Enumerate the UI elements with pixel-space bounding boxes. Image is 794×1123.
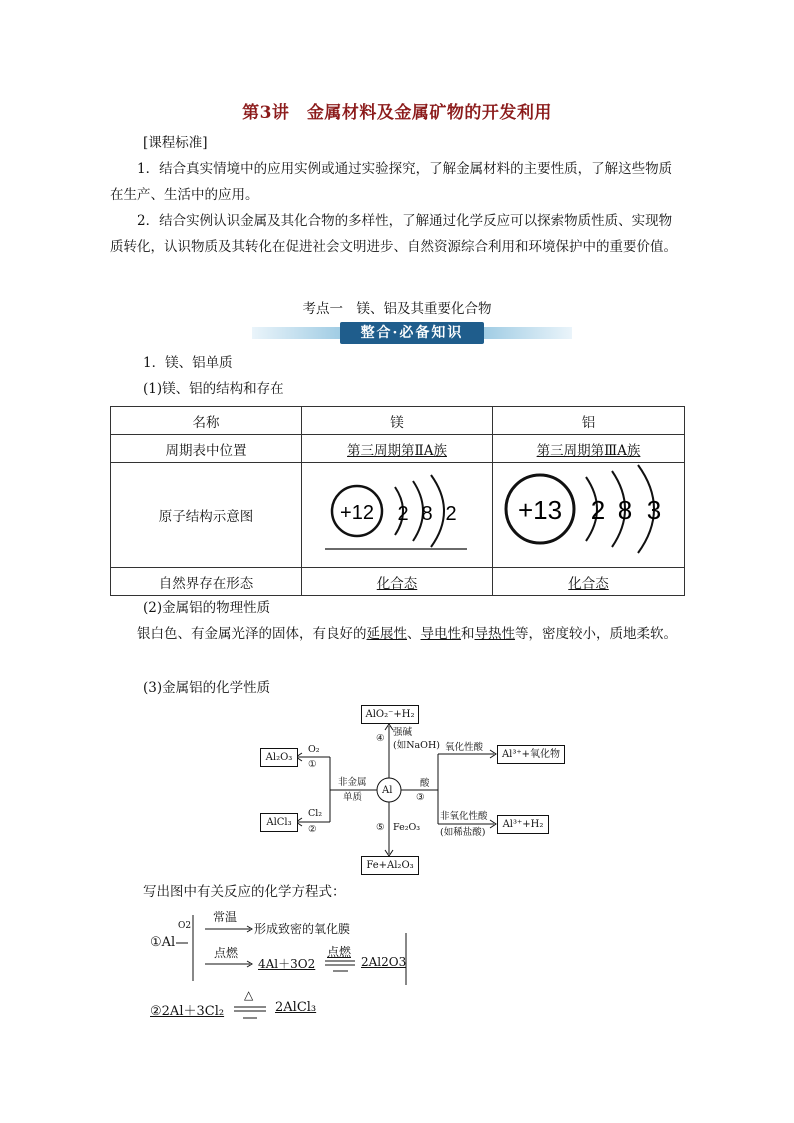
product-box-top: AlO₂⁻+H₂ (361, 705, 419, 724)
al-nucleus-charge: +13 (517, 495, 562, 525)
text-run: 和 (461, 626, 475, 642)
eq2-rhs: 2AlCl₃ (275, 1000, 317, 1015)
curriculum-item-1: 1．结合真实情境中的应用实例或通过实验探究，了解金属材料的主要性质，了解这些物质在生产、生活中的应用。 (110, 161, 673, 203)
eq1-number: ①Al (150, 935, 176, 950)
eq1-reagent: O2 (178, 921, 192, 931)
product-box-al3-h2: Al³⁺+H₂ (497, 815, 549, 834)
reaction-number-2: ② (308, 824, 317, 835)
reagent-strong-base: 强碱 (393, 727, 413, 738)
label-acid: 酸 (420, 778, 430, 789)
product-box-al2o3: Al₂O₃ (260, 748, 298, 767)
label-element: 单质 (343, 792, 363, 803)
al-center-label: Al (382, 785, 393, 796)
table-cell: 自然界存在形态 (111, 568, 302, 596)
reagent-o2: O₂ (308, 744, 320, 755)
reagent-dilute-hcl: (如稀盐酸) (440, 827, 486, 838)
equations-intro: 写出图中有关反应的化学方程式： (143, 884, 346, 900)
mg-atom-diagram (307, 465, 487, 561)
eq1-condition-ignite-2: 点燃 (327, 945, 352, 959)
table-cell: 原子结构示意图 (111, 463, 302, 568)
eq2-lhs: ②2Al＋3Cl₂ (150, 1004, 225, 1019)
table-header: 名称 (111, 407, 302, 435)
eq1-result-oxide-film: 形成致密的氧化膜 (254, 922, 351, 936)
al-shell-electrons: 3 (646, 495, 661, 525)
mg-shell-arc (431, 475, 444, 547)
text-run: 等，密度较小，质地柔软。 (515, 626, 677, 642)
table-cell: 第三周期第ⅢA族 (493, 435, 685, 463)
keyword-thermal: 导热性 (474, 626, 515, 642)
reaction-number-1: ① (308, 759, 317, 770)
table-cell: 第三周期第ⅡA族 (302, 435, 493, 463)
reaction-number-3: ③ (416, 792, 425, 803)
subsection-2: (2)金属铝的物理性质 (143, 600, 271, 616)
section-banner (252, 322, 572, 344)
page-title: 第3讲 金属材料及金属矿物的开发利用 (242, 103, 552, 123)
label-nonmetal: 非金属 (338, 777, 367, 788)
reaction-number-5: ⑤ (376, 822, 385, 833)
eq1-condition-ignite: 点燃 (214, 946, 239, 960)
al-shell-electrons: 8 (617, 495, 632, 525)
keyword-conductivity: 导电性 (420, 626, 461, 642)
table-header: 铝 (493, 407, 685, 435)
mg-atom-diagram-cell (302, 463, 493, 568)
eq1-condition-room-temp: 常温 (213, 910, 238, 924)
text-run: 、 (407, 626, 421, 642)
table-cell: 化合态 (302, 568, 493, 596)
table-cell: 周期表中位置 (111, 435, 302, 463)
eq1-lhs: 4Al＋3O2 (258, 957, 316, 971)
mg-shell-electrons: 2 (445, 503, 457, 525)
equation-1 (150, 905, 420, 987)
al-atom-diagram (494, 463, 684, 563)
subsection-1: (1)镁、铝的结构和存在 (143, 381, 284, 397)
equation-2 (150, 988, 350, 1024)
mg-nucleus-charge: +12 (340, 502, 374, 524)
reagent-fe2o3: Fe₂O₃ (393, 822, 421, 833)
table-row (111, 435, 685, 463)
reagent-oxidizing-acid: 氧化性酸 (445, 742, 484, 753)
curriculum-item-2: 2．结合实例认识金属及其化合物的多样性，了解通过化学反应可以探索物质性质、实现物质转化，认识物质及其转化在促进社会文明进步、自然资源综合利用和环境保护中的重要价值。 (110, 213, 677, 255)
text-run: 银白色、有金属光泽的固体，有良好的 (137, 626, 367, 642)
table-header: 镁 (302, 407, 493, 435)
eq1-brackets (150, 905, 420, 987)
kaodian-heading: 考点一 镁、铝及其重要化合物 (302, 301, 492, 317)
subsection-3: (3)金属铝的化学性质 (143, 680, 271, 696)
mg-shell-electrons: 2 (397, 503, 409, 525)
product-box-alcl3: AlCl₃ (260, 813, 298, 832)
section-1-heading: 1．镁、铝单质 (143, 355, 233, 371)
mg-shell-electrons: 8 (421, 503, 433, 525)
eq1-rhs: 2Al2O3 (361, 955, 407, 969)
al-atom-diagram-cell (493, 463, 685, 568)
al-reaction-diagram (250, 700, 580, 880)
keyword-ductility: 延展性 (366, 626, 407, 642)
reaction-number-4: ④ (376, 733, 385, 744)
curriculum-header: [课程标准] (143, 135, 208, 151)
reagent-strong-base-example: (如NaOH) (393, 740, 440, 751)
product-box-fe-al2o3: Fe+Al₂O₃ (361, 856, 419, 875)
reagent-non-oxidizing-acid: 非氧化性酸 (440, 811, 488, 822)
reaction-lines (250, 700, 580, 880)
reagent-cl2: Cl₂ (308, 808, 323, 819)
product-box-al3-oxide: Al³⁺+氧化物 (497, 745, 565, 764)
table-row (111, 463, 685, 568)
eq2-condition-heat: △ (244, 988, 254, 1002)
eq2-equals (150, 988, 350, 1024)
table-cell: 化合态 (493, 568, 685, 596)
al-shell-electrons: 2 (590, 495, 605, 525)
table-row (111, 568, 685, 596)
physical-properties (110, 621, 685, 647)
table-row (111, 407, 685, 435)
structure-table (110, 406, 685, 596)
banner-label: 整合·必备知识 (340, 322, 484, 344)
